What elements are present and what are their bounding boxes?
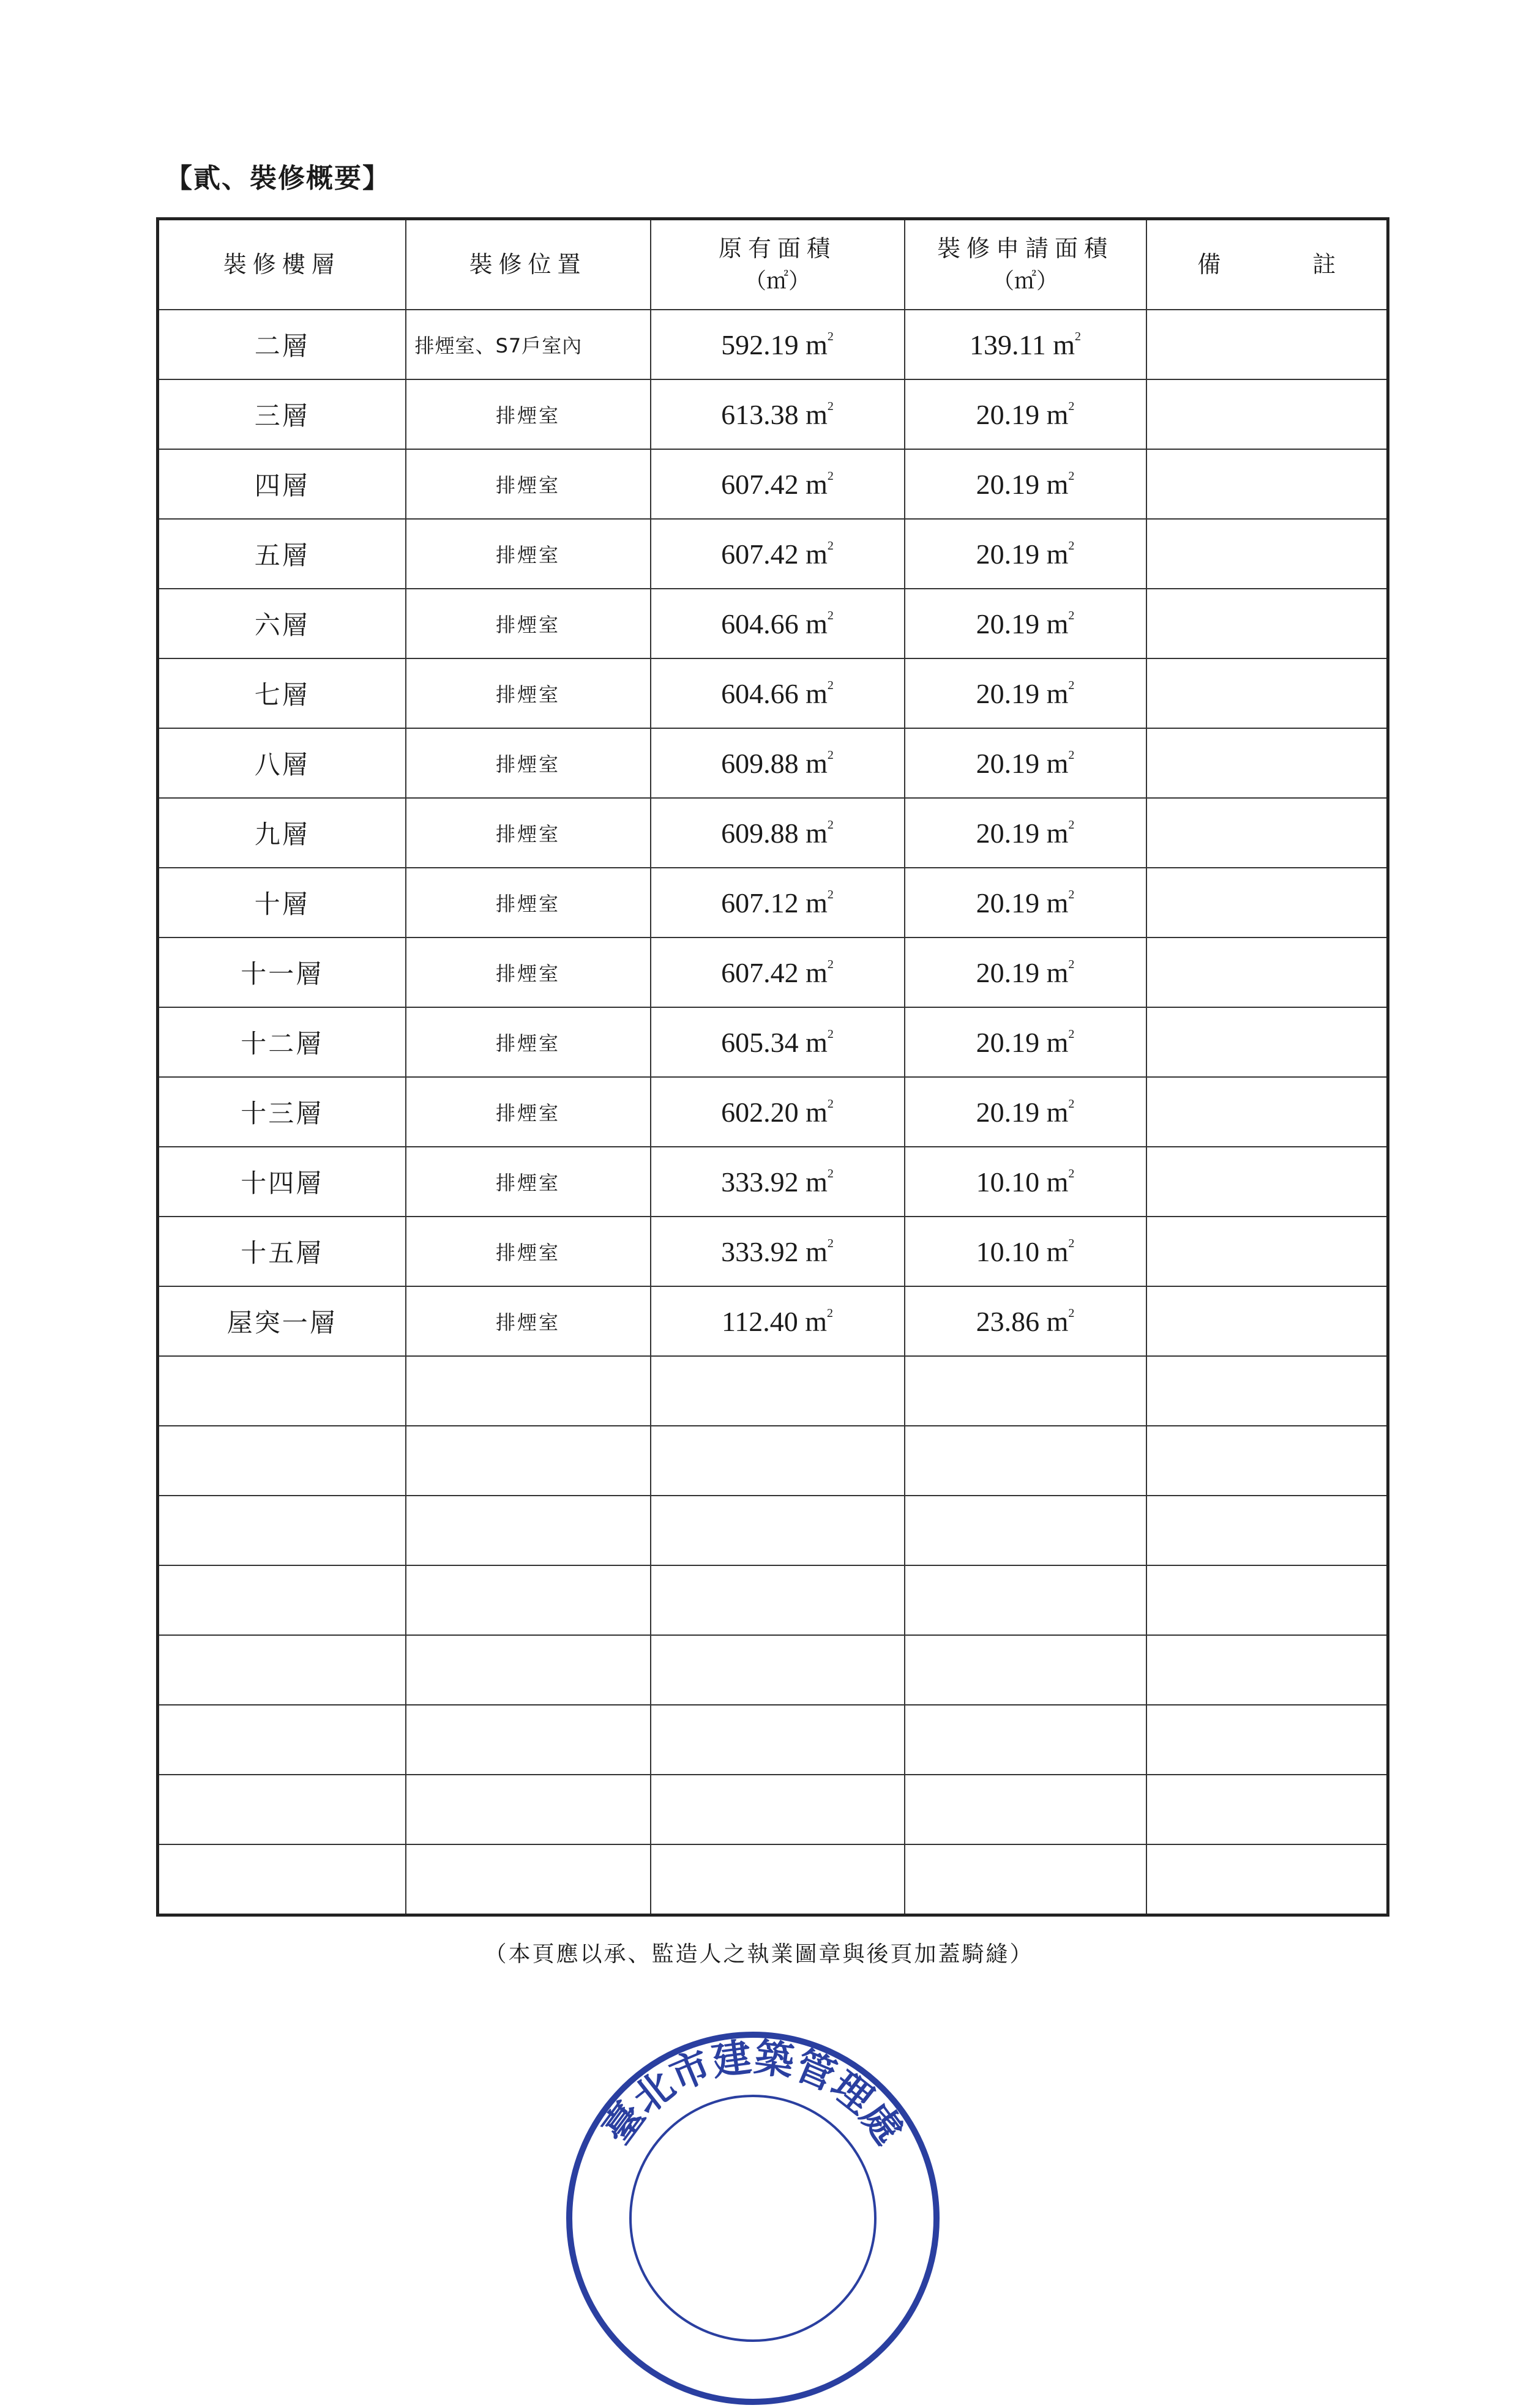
remark-cell: [1146, 1217, 1388, 1286]
empty-cell: [158, 1844, 406, 1915]
location-cell: 排煙室: [406, 1007, 651, 1077]
applied-area-cell-unit-sup: 2: [1075, 330, 1082, 344]
applied-area-cell-unit-sup: 2: [1068, 748, 1075, 762]
original-area-cell-value: 607.42 m: [721, 468, 828, 500]
applied-area-cell-unit-sup: 2: [1068, 609, 1075, 623]
applied-area-cell-value: 10.10 m: [976, 1166, 1069, 1198]
empty-cell: [651, 1565, 905, 1635]
table-row: [158, 1147, 1388, 1217]
applied-area-cell-unit-sup: 2: [1068, 469, 1075, 483]
original-area-cell: [651, 937, 905, 1007]
remark-cell: [1146, 1077, 1388, 1147]
original-area-cell-value: 605.34 m: [721, 1026, 828, 1058]
empty-cell: [651, 1705, 905, 1775]
empty-cell: [406, 1844, 651, 1915]
empty-cell: [406, 1426, 651, 1496]
empty-cell: [406, 1635, 651, 1705]
original-area-cell-unit-sup: 2: [827, 1237, 834, 1251]
applied-area-cell-unit-sup: 2: [1068, 818, 1075, 832]
empty-cell: [905, 1844, 1146, 1915]
original-area-cell-value: 609.88 m: [721, 747, 828, 779]
location-cell: 排煙室: [406, 798, 651, 868]
empty-cell: [651, 1356, 905, 1426]
remark-cell: [1146, 379, 1388, 449]
original-area-cell-unit-sup: 2: [827, 609, 834, 623]
empty-cell: [905, 1635, 1146, 1705]
empty-cell: [1146, 1775, 1388, 1844]
header-original-area-label: 原有面積: [718, 234, 836, 262]
applied-area-cell: [905, 589, 1146, 658]
footer-note: （本頁應以承、監造人之執業圖章與後頁加蓋騎縫）: [484, 1942, 1034, 1967]
applied-area-cell: [905, 937, 1146, 1007]
floor-cell: 七層: [158, 658, 406, 728]
applied-area-cell: [905, 728, 1146, 798]
header-remark-b: 註: [1312, 250, 1336, 278]
floor-cell: 五層: [158, 519, 406, 589]
table-row: [158, 1286, 1388, 1356]
location-cell: 排煙室: [406, 519, 651, 589]
applied-area-cell-unit-sup: 2: [1068, 400, 1075, 414]
empty-cell: [651, 1496, 905, 1565]
empty-cell: [651, 1635, 905, 1705]
original-area-cell-value: 333.92 m: [721, 1166, 828, 1198]
location-cell: 排煙室: [406, 1077, 651, 1147]
table-row: [158, 379, 1388, 449]
table-row: [158, 868, 1388, 937]
original-area-cell-value: 602.20 m: [721, 1096, 828, 1128]
applied-area-cell-unit-sup: 2: [1068, 958, 1075, 972]
applied-area-cell: [905, 1286, 1146, 1356]
header-floor: 裝修樓層: [158, 219, 406, 310]
original-area-cell-value: 607.42 m: [721, 956, 828, 988]
floor-cell: 十二層: [158, 1007, 406, 1077]
floor-cell: 八層: [158, 728, 406, 798]
original-area-cell-value: 604.66 m: [721, 608, 828, 639]
applied-area-cell: [905, 658, 1146, 728]
applied-area-cell-value: 20.19 m: [976, 608, 1069, 639]
original-area-cell: [651, 1077, 905, 1147]
empty-cell: [905, 1705, 1146, 1775]
applied-area-cell: [905, 310, 1146, 379]
empty-cell: [406, 1705, 651, 1775]
original-area-cell-value: 607.42 m: [721, 538, 828, 570]
table-row: [158, 1077, 1388, 1147]
applied-area-cell: [905, 1007, 1146, 1077]
empty-cell: [905, 1496, 1146, 1565]
original-area-cell: [651, 519, 905, 589]
section-title: 【貳、裝修概要】: [165, 163, 391, 194]
empty-cell: [158, 1775, 406, 1844]
original-area-cell-unit-sup: 2: [827, 330, 834, 344]
location-cell: 排煙室、S7戶室內: [406, 310, 651, 379]
empty-table-row: [158, 1356, 1388, 1426]
empty-table-row: [158, 1565, 1388, 1635]
floor-cell: 四層: [158, 449, 406, 519]
table-row: [158, 728, 1388, 798]
floor-cell: 屋突一層: [158, 1286, 406, 1356]
applied-area-cell: [905, 449, 1146, 519]
applied-area-cell: [905, 1077, 1146, 1147]
empty-cell: [651, 1844, 905, 1915]
empty-cell: [905, 1426, 1146, 1496]
applied-area-cell-value: 20.19 m: [976, 677, 1069, 709]
original-area-cell-unit-sup: 2: [827, 400, 834, 414]
applied-area-cell-value: 20.19 m: [976, 956, 1069, 988]
empty-cell: [1146, 1565, 1388, 1635]
table-header-row: [158, 219, 1388, 310]
original-area-cell-value: 333.92 m: [721, 1236, 828, 1267]
applied-area-cell-value: 20.19 m: [976, 1096, 1069, 1128]
applied-area-cell: [905, 798, 1146, 868]
renovation-summary-table: [156, 217, 1389, 1917]
empty-cell: [406, 1356, 651, 1426]
applied-area-cell-unit-sup: 2: [1068, 539, 1075, 553]
original-area-cell: [651, 1217, 905, 1286]
original-area-cell-value: 112.40 m: [721, 1305, 828, 1337]
header-remark: [1146, 219, 1388, 310]
floor-cell: 六層: [158, 589, 406, 658]
empty-table-row: [158, 1705, 1388, 1775]
table-body: [158, 310, 1388, 1915]
location-cell: 排煙室: [406, 728, 651, 798]
original-area-cell-value: 609.88 m: [721, 817, 828, 849]
empty-cell: [651, 1775, 905, 1844]
empty-cell: [158, 1705, 406, 1775]
empty-cell: [651, 1426, 905, 1496]
header-location: 裝修位置: [406, 219, 651, 310]
remark-cell: [1146, 937, 1388, 1007]
empty-cell: [905, 1775, 1146, 1844]
empty-cell: [158, 1356, 406, 1426]
applied-area-cell-unit-sup: 2: [1068, 1307, 1075, 1321]
original-area-cell: [651, 589, 905, 658]
remark-cell: [1146, 589, 1388, 658]
table-row: [158, 658, 1388, 728]
table-row: [158, 1217, 1388, 1286]
applied-area-cell-value: 10.10 m: [976, 1236, 1069, 1267]
location-cell: 排煙室: [406, 449, 651, 519]
applied-area-cell-value: 20.19 m: [976, 398, 1069, 430]
applied-area-cell: [905, 519, 1146, 589]
location-cell: 排煙室: [406, 937, 651, 1007]
empty-table-row: [158, 1844, 1388, 1915]
original-area-cell-unit-sup: 2: [827, 1097, 834, 1111]
remark-cell: [1146, 1286, 1388, 1356]
applied-area-cell: [905, 379, 1146, 449]
location-cell: 排煙室: [406, 589, 651, 658]
applied-area-cell-unit-sup: 2: [1068, 679, 1075, 693]
empty-cell: [158, 1565, 406, 1635]
original-area-cell: [651, 798, 905, 868]
empty-cell: [406, 1496, 651, 1565]
floor-cell: 十五層: [158, 1217, 406, 1286]
remark-cell: [1146, 449, 1388, 519]
remark-cell: [1146, 1147, 1388, 1217]
remark-cell: [1146, 798, 1388, 868]
applied-area-cell-unit-sup: 2: [1068, 1237, 1075, 1251]
empty-table-row: [158, 1635, 1388, 1705]
remark-cell: [1146, 658, 1388, 728]
floor-cell: 十四層: [158, 1147, 406, 1217]
applied-area-cell: [905, 1147, 1146, 1217]
original-area-cell-unit-sup: 2: [827, 1307, 834, 1321]
original-area-cell: [651, 449, 905, 519]
applied-area-cell-unit-sup: 2: [1068, 1097, 1075, 1111]
original-area-cell: [651, 1007, 905, 1077]
empty-cell: [1146, 1356, 1388, 1426]
empty-cell: [1146, 1705, 1388, 1775]
applied-area-cell-value: 20.19 m: [976, 538, 1069, 570]
office-seal: [557, 2016, 949, 2408]
remark-cell: [1146, 1007, 1388, 1077]
applied-area-cell: [905, 868, 1146, 937]
location-cell: 排煙室: [406, 379, 651, 449]
empty-cell: [905, 1356, 1146, 1426]
header-remark-a: 備: [1197, 250, 1221, 278]
floor-cell: 十一層: [158, 937, 406, 1007]
location-cell: 排煙室: [406, 868, 651, 937]
empty-cell: [406, 1775, 651, 1844]
empty-cell: [158, 1426, 406, 1496]
table-row: [158, 1007, 1388, 1077]
original-area-cell-unit-sup: 2: [827, 679, 834, 693]
original-area-cell: [651, 658, 905, 728]
location-cell: 排煙室: [406, 1147, 651, 1217]
original-area-cell-value: 604.66 m: [721, 677, 828, 709]
table-row: [158, 449, 1388, 519]
header-applied-area: [905, 219, 1146, 310]
applied-area-cell-value: 20.19 m: [976, 1026, 1069, 1058]
original-area-cell: [651, 379, 905, 449]
table-row: [158, 310, 1388, 379]
original-area-cell: [651, 1147, 905, 1217]
applied-area-cell-unit-sup: 2: [1068, 888, 1075, 902]
floor-cell: 三層: [158, 379, 406, 449]
empty-cell: [1146, 1635, 1388, 1705]
applied-area-cell-value: 20.19 m: [976, 887, 1069, 919]
table-row: [158, 937, 1388, 1007]
original-area-cell: [651, 1286, 905, 1356]
original-area-cell: [651, 310, 905, 379]
original-area-cell: [651, 728, 905, 798]
empty-table-row: [158, 1496, 1388, 1565]
empty-cell: [1146, 1844, 1388, 1915]
applied-area-cell-unit-sup: 2: [1068, 1027, 1075, 1042]
header-applied-area-unit: （㎡）: [992, 268, 1058, 294]
original-area-cell-unit-sup: 2: [827, 888, 834, 902]
remark-cell: [1146, 728, 1388, 798]
empty-cell: [1146, 1496, 1388, 1565]
original-area-cell-value: 607.12 m: [721, 887, 828, 919]
applied-area-cell-unit-sup: 2: [1068, 1167, 1075, 1181]
floor-cell: 九層: [158, 798, 406, 868]
floor-cell: 十三層: [158, 1077, 406, 1147]
empty-table-row: [158, 1775, 1388, 1844]
location-cell: 排煙室: [406, 1286, 651, 1356]
original-area-cell-unit-sup: 2: [827, 818, 834, 832]
original-area-cell-unit-sup: 2: [827, 539, 834, 553]
remark-cell: [1146, 868, 1388, 937]
applied-area-cell-value: 20.19 m: [976, 468, 1069, 500]
empty-table-row: [158, 1426, 1388, 1496]
original-area-cell: [651, 868, 905, 937]
location-cell: 排煙室: [406, 1217, 651, 1286]
empty-cell: [905, 1565, 1146, 1635]
original-area-cell-value: 613.38 m: [721, 398, 828, 430]
empty-cell: [158, 1496, 406, 1565]
original-area-cell-value: 592.19 m: [721, 329, 828, 360]
seal-text: 臺北市建築管理處: [594, 2035, 911, 2153]
applied-area-cell-value: 139.11 m: [969, 329, 1075, 360]
original-area-cell-unit-sup: 2: [827, 1167, 834, 1181]
empty-cell: [1146, 1426, 1388, 1496]
applied-area-cell-value: 20.19 m: [976, 817, 1069, 849]
header-applied-area-label: 裝修申請面積: [937, 234, 1113, 262]
table-row: [158, 519, 1388, 589]
remark-cell: [1146, 310, 1388, 379]
table-row: [158, 589, 1388, 658]
table-row: [158, 798, 1388, 868]
original-area-cell-unit-sup: 2: [827, 958, 834, 972]
original-area-cell-unit-sup: 2: [827, 469, 834, 483]
floor-cell: 二層: [158, 310, 406, 379]
applied-area-cell-value: 23.86 m: [976, 1305, 1069, 1337]
header-original-area-unit: （㎡）: [744, 268, 810, 294]
original-area-cell-unit-sup: 2: [827, 748, 834, 762]
header-original-area: [651, 219, 905, 310]
empty-cell: [406, 1565, 651, 1635]
remark-cell: [1146, 519, 1388, 589]
location-cell: 排煙室: [406, 658, 651, 728]
empty-cell: [158, 1635, 406, 1705]
applied-area-cell-value: 20.19 m: [976, 747, 1069, 779]
original-area-cell-unit-sup: 2: [827, 1027, 834, 1042]
applied-area-cell: [905, 1217, 1146, 1286]
floor-cell: 十層: [158, 868, 406, 937]
